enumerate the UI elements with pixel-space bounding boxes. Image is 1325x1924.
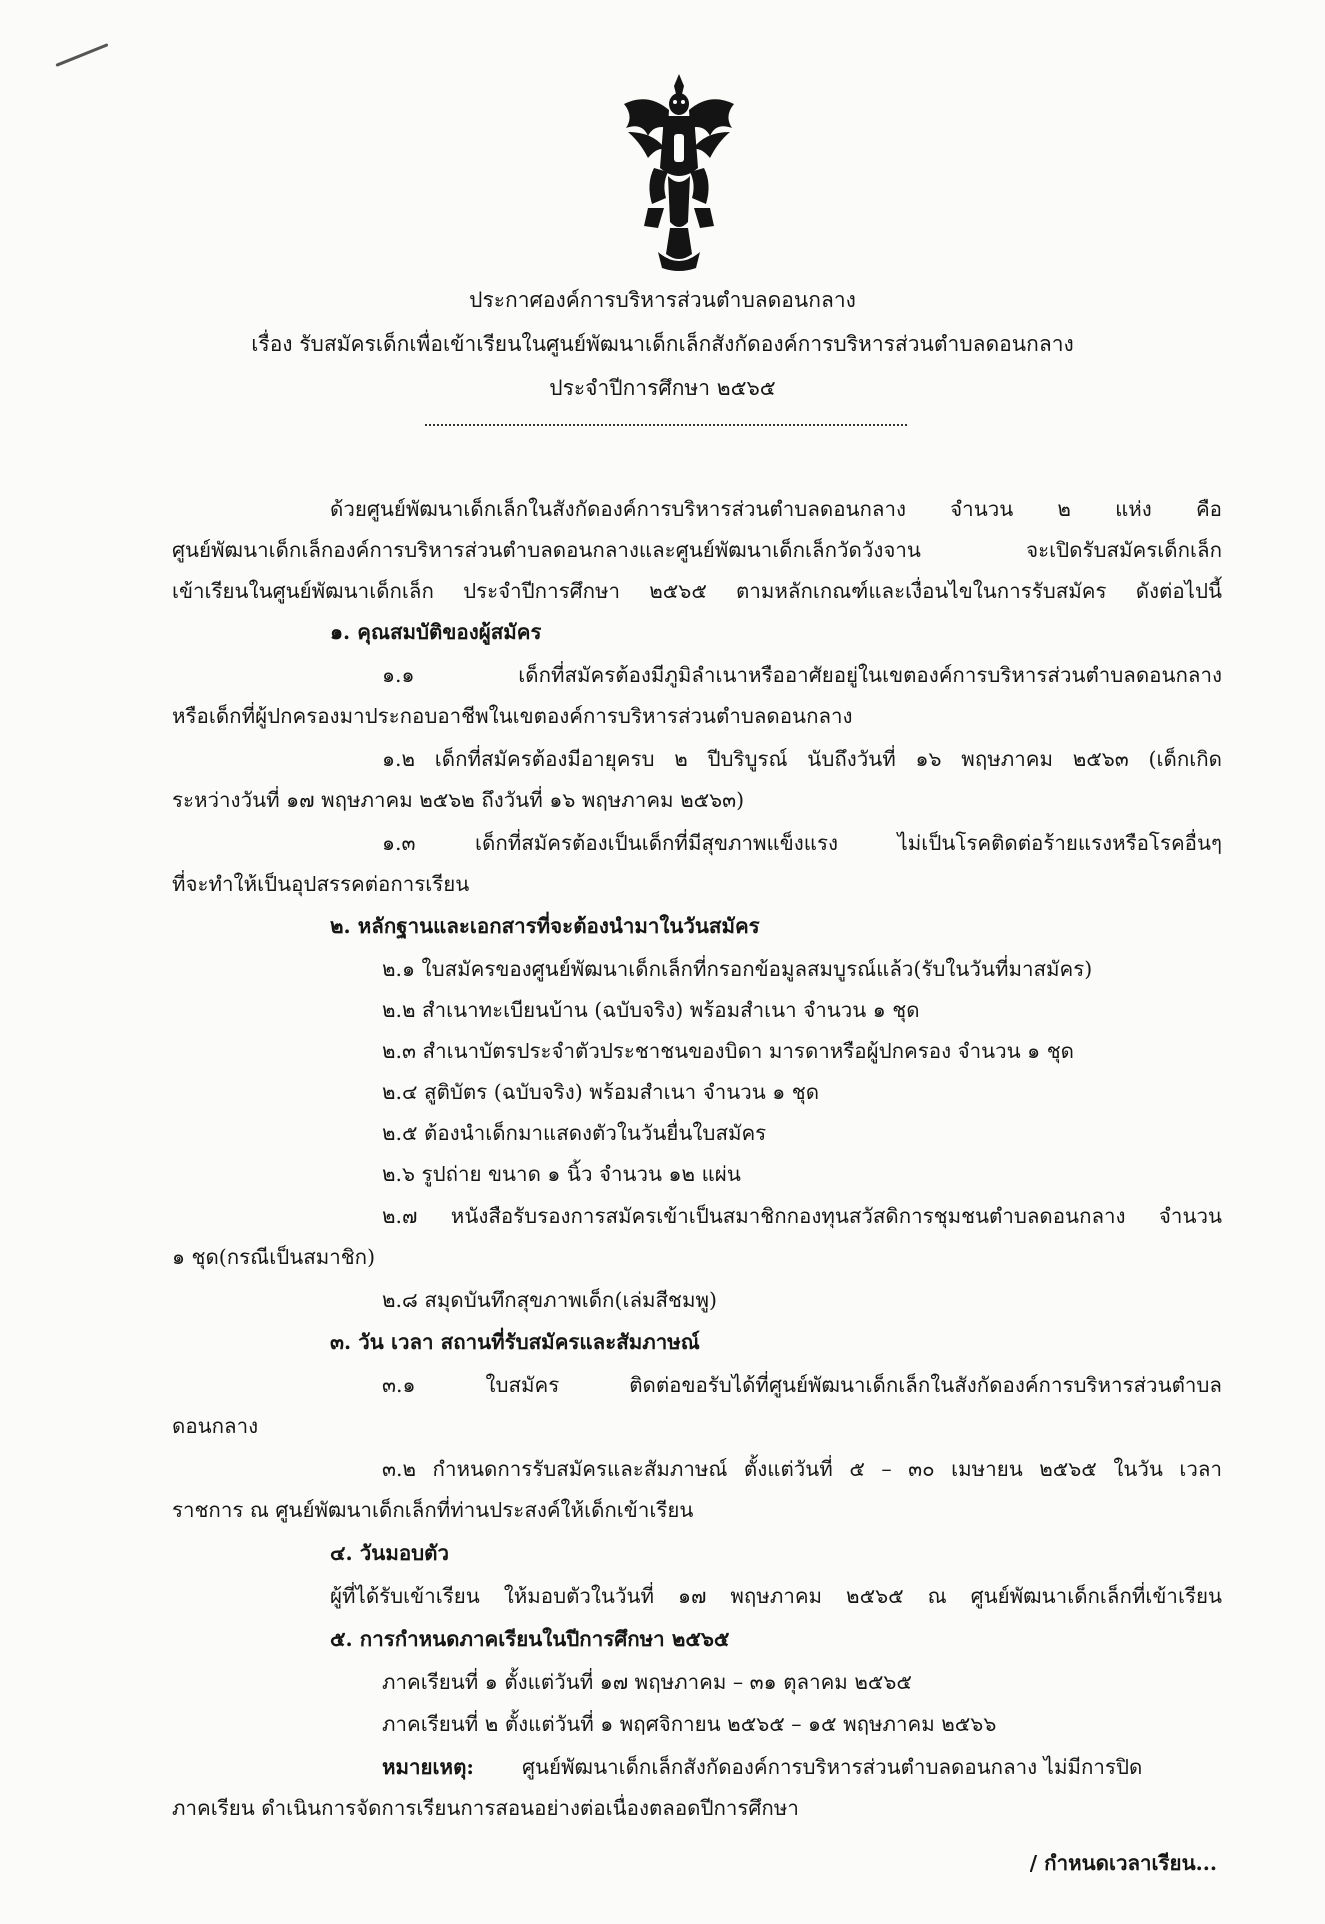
list-item-continuation: ดอนกลาง — [172, 1414, 259, 1438]
list-item-continuation: ราชการ ณ ศูนย์พัฒนาเด็กเล็กที่ท่านประสงค์ให้เด็กเข้าเรียน — [172, 1498, 694, 1522]
list-item: ๒.๒ สำเนาทะเบียนบ้าน (ฉบับจริง) พร้อมสำเนา จำนวน ๑ ชุด — [382, 998, 920, 1022]
note-continuation: ภาคเรียน ดำเนินการจัดการเรียนการสอนอย่างต่อเนื่องตลอดปีการศึกษา — [172, 1796, 799, 1820]
section-heading: ๒. หลักฐานและเอกสารที่จะต้องนำมาในวันสมัคร — [330, 914, 760, 938]
list-item: ๑.๑ เด็กที่สมัครต้องมีภูมิลำเนาหรืออาศัยอยู่ในเขตองค์การบริหารส่วนตำบลดอนกลาง — [382, 663, 1222, 687]
academic-year: ประจำปีการศึกษา ๒๕๖๕ — [549, 376, 776, 400]
continuation-marker: / กำหนดเวลาเรียน... — [1029, 1851, 1217, 1875]
list-item-continuation: หรือเด็กที่ผู้ปกครองมาประกอบอาชีพในเขตองค์การบริหารส่วนตำบลดอนกลาง — [172, 704, 853, 728]
list-item: ๒.๕ ต้องนำเด็กมาแสดงตัวในวันยื่นใบสมัคร — [382, 1121, 767, 1145]
section-heading: ๑. คุณสมบัติของผู้สมัคร — [330, 620, 542, 644]
list-item: ๑.๒ เด็กที่สมัครต้องมีอายุครบ ๒ ปีบริบูรณ์ นับถึงวันที่ ๑๖ พฤษภาคม ๒๕๖๓ (เด็กเกิด — [382, 747, 1222, 771]
list-item-continuation: ๑ ชุด(กรณีเป็นสมาชิก) — [172, 1245, 376, 1269]
list-item: ๒.๘ สมุดบันทึกสุขภาพเด็ก(เล่มสีชมพู) — [382, 1288, 717, 1312]
list-item: ๓.๒ กำหนดการรับสมัครและสัมภาษณ์ ตั้งแต่วันที่ ๕ – ๓๐ เมษายน ๒๕๖๕ ในวัน เวลา — [382, 1457, 1222, 1481]
announcement-title: ประกาศองค์การบริหารส่วนตำบลดอนกลาง — [469, 288, 856, 312]
list-item-continuation: ที่จะทำให้เป็นอุปสรรคต่อการเรียน — [172, 872, 470, 896]
intro-line: ด้วยศูนย์พัฒนาเด็กเล็กในสังกัดองค์การบริหารส่วนตำบลดอนกลาง จำนวน ๒ แห่ง คือ — [330, 497, 1222, 521]
note-line — [382, 1752, 1222, 1782]
list-item: ๒.๗ หนังสือรับรองการสมัครเข้าเป็นสมาชิกกองทุนสวัสดิการชุมชนตำบลดอนกลาง จำนวน — [382, 1204, 1222, 1228]
intro-line: เข้าเรียนในศูนย์พัฒนาเด็กเล็ก ประจำปีการศึกษา ๒๕๖๕ ตามหลักเกณฑ์และเงื่อนไขในการรับสมัคร ดังต่อไปนี้ — [172, 579, 1222, 603]
paragraph: ผู้ที่ได้รับเข้าเรียน ให้มอบตัวในวันที่ ๑๗ พฤษภาคม ๒๕๖๕ ณ ศูนย์พัฒนาเด็กเล็กที่เข้าเรียน — [330, 1584, 1222, 1608]
announcement-subject: เรื่อง รับสมัครเด็กเพื่อเข้าเรียนในศูนย์พัฒนาเด็กเล็กสังกัดองค์การบริหารส่วนตำบลดอนกลาง — [251, 332, 1074, 356]
list-item: ๒.๔ สูติบัตร (ฉบับจริง) พร้อมสำเนา จำนวน ๑ ชุด — [382, 1080, 820, 1104]
section-heading: ๕. การกำหนดภาคเรียนในปีการศึกษา ๒๕๖๕ — [330, 1627, 730, 1651]
term-line: ภาคเรียนที่ ๑ ตั้งแต่วันที่ ๑๗ พฤษภาคม – ๓๑ ตุลาคม ๒๕๖๕ — [382, 1670, 912, 1694]
term-line: ภาคเรียนที่ ๒ ตั้งแต่วันที่ ๑ พฤศจิกายน ๒๕๖๕ – ๑๕ พฤษภาคม ๒๕๖๖ — [382, 1712, 997, 1736]
intro-line: ศูนย์พัฒนาเด็กเล็กองค์การบริหารส่วนตำบลดอนกลางและศูนย์พัฒนาเด็กเล็กวัดวังจาน จะเปิดรับสมัครเด็กเล็ก — [172, 538, 1222, 562]
section-heading: ๔. วันมอบตัว — [330, 1541, 449, 1565]
section-heading: ๓. วัน เวลา สถานที่รับสมัครและสัมภาษณ์ — [330, 1330, 700, 1354]
list-item: ๓.๑ ใบสมัคร ติดต่อขอรับได้ที่ศูนย์พัฒนาเด็กเล็กในสังกัดองค์การบริหารส่วนตำบล — [382, 1373, 1222, 1397]
list-item: ๒.๑ ใบสมัครของศูนย์พัฒนาเด็กเล็กที่กรอกข้อมูลสมบูรณ์แล้ว(รับในวันที่มาสมัคร) — [382, 957, 1093, 981]
title-divider — [425, 424, 907, 426]
list-item: ๒.๖ รูปถ่าย ขนาด ๑ นิ้ว จำนวน ๑๒ แผ่น — [382, 1162, 741, 1186]
pen-mark — [55, 43, 108, 67]
list-item: ๒.๓ สำเนาบัตรประจำตัวประชาชนของบิดา มารดาหรือผู้ปกครอง จำนวน ๑ ชุด — [382, 1039, 1074, 1063]
list-item-continuation: ระหว่างวันที่ ๑๗ พฤษภาคม ๒๕๖๒ ถึงวันที่ ๑๖ พฤษภาคม ๒๕๖๓) — [172, 788, 745, 812]
note-label: หมายเหตุ: — [382, 1755, 474, 1779]
note-text: ศูนย์พัฒนาเด็กเล็กสังกัดองค์การบริหารส่วนตำบลดอนกลาง ไม่มีการปิด — [522, 1755, 1143, 1779]
garuda-emblem-icon — [618, 72, 740, 272]
list-item: ๑.๓ เด็กที่สมัครต้องเป็นเด็กที่มีสุขภาพแข็งแรง ไม่เป็นโรคติดต่อร้ายแรงหรือโรคอื่นๆ — [382, 831, 1222, 855]
